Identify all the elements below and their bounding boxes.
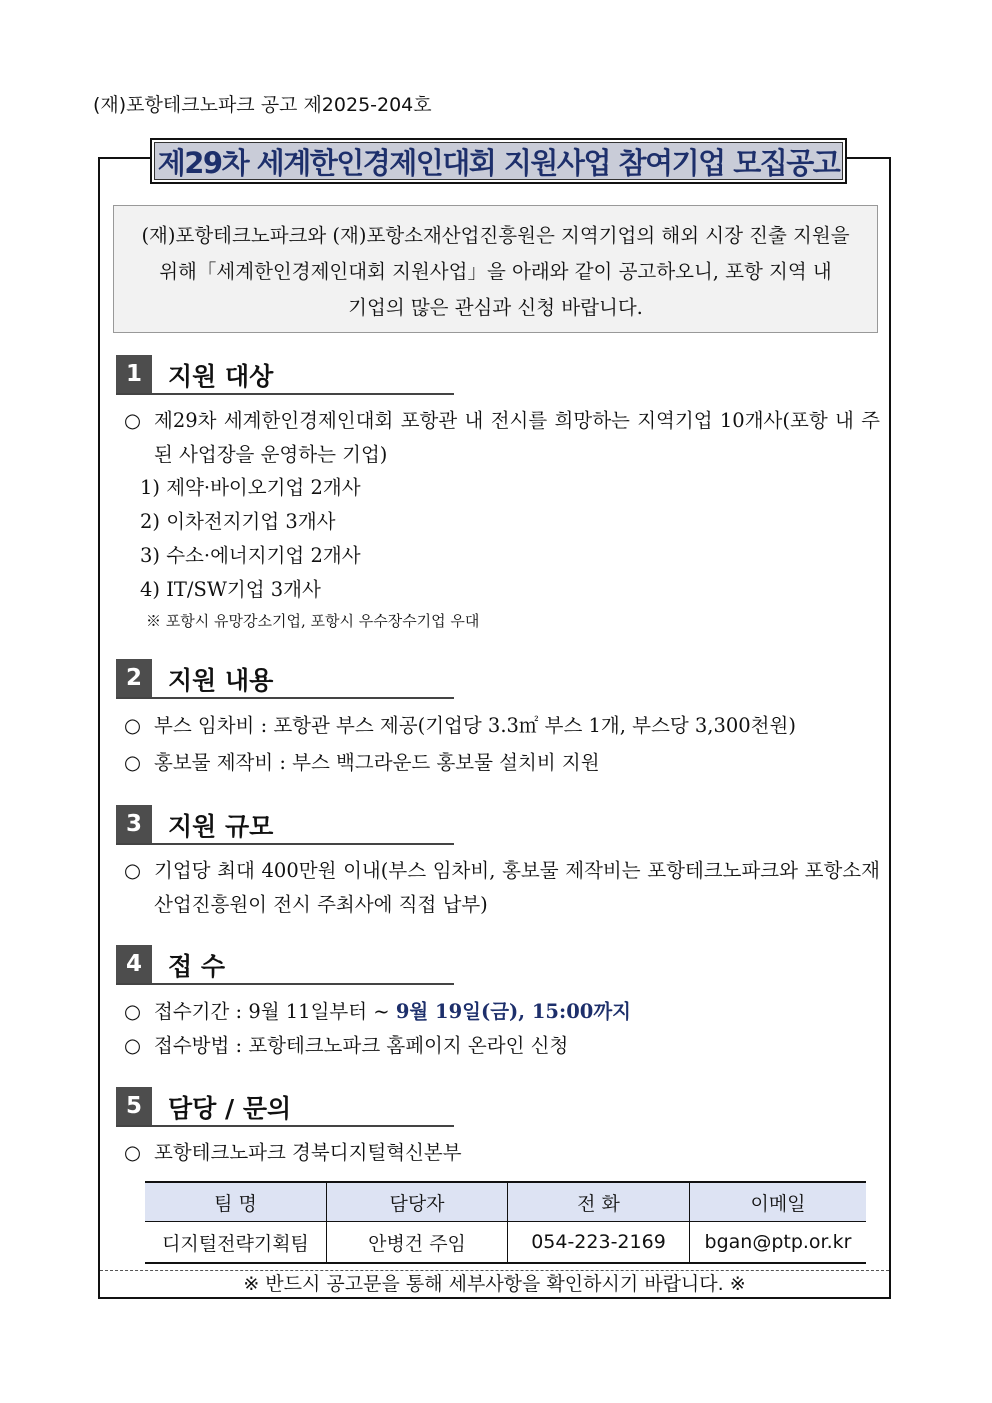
table-row	[145, 1222, 866, 1264]
intro-box	[113, 205, 878, 333]
sub-item: 4) IT/SW기업 3개사	[140, 578, 321, 601]
circle-bullet-icon: ○	[124, 1000, 142, 1023]
section-2-header	[116, 659, 454, 699]
sub-item: 3) 수소·에너지기업 2개사	[140, 544, 361, 567]
booth-rental-item: 부스 임차비 : 포항관 부스 제공(기업당 3.3㎡ 부스 1개, 부스당 3,300천원)	[154, 714, 796, 737]
list-item	[124, 746, 880, 780]
column-header: 전 화	[508, 1182, 690, 1222]
list-item	[124, 404, 880, 472]
section-divider	[116, 1125, 454, 1127]
contact-department: 포항테크노파크 경북디지털혁신본부	[154, 1141, 462, 1164]
section-title: 담당 / 문의	[168, 1094, 292, 1123]
period-prefix: 접수기간 : 9월 11일부터 ~	[154, 1000, 396, 1023]
sub-item: 1) 제약·바이오기업 2개사	[140, 476, 361, 499]
section-5-header	[116, 1087, 454, 1127]
section-title: 지원 대상	[168, 362, 274, 391]
section-1-header	[116, 355, 454, 395]
intro-text: (재)포항테크노파크와 (재)포항소재산업진흥원은 지역기업의 해외 시장 진출 지원을 위해「세계한인경제인대회 지원사업」을 아래와 같이 공고하오니, 포항 지역 내 기업의 많은 관심과 신청 바랍니다.	[141, 224, 850, 319]
notice-number: (재)포항테크노파크 공고 제2025-204호	[93, 94, 432, 116]
circle-bullet-icon: ○	[124, 751, 142, 774]
application-deadline: 9월 19일(금), 15:00까지	[395, 1000, 632, 1023]
list-item	[124, 1136, 880, 1170]
contact-table	[145, 1181, 866, 1264]
notice-title: 제29차 세계한인경제인대회 지원사업 참여기업 모집공고	[154, 142, 843, 180]
circle-bullet-icon: ○	[124, 859, 142, 882]
section-divider	[116, 697, 454, 699]
circle-bullet-icon: ○	[124, 409, 142, 432]
section-4-header	[116, 945, 454, 985]
list-item	[124, 995, 880, 1029]
application-method: 접수방법 : 포항테크노파크 홈페이지 온라인 신청	[154, 1034, 569, 1057]
title-box	[150, 138, 847, 184]
list-item	[124, 1029, 880, 1063]
section-number: 1	[116, 355, 152, 393]
section-divider	[116, 983, 454, 985]
section-number: 2	[116, 659, 152, 697]
phone-cell: 054-223-2169	[508, 1222, 690, 1264]
section-divider	[116, 393, 454, 395]
circle-bullet-icon: ○	[124, 714, 142, 737]
column-header: 이메일	[690, 1182, 867, 1222]
section-3-header	[116, 805, 454, 845]
section-title: 접 수	[168, 952, 226, 981]
section-title: 지원 규모	[168, 812, 274, 841]
manager-cell: 안병건 주임	[327, 1222, 508, 1264]
preference-note: ※ 포항시 유망강소기업, 포항시 우수장수기업 우대	[146, 612, 480, 630]
list-item	[124, 854, 880, 922]
promo-material-item: 홍보물 제작비 : 부스 백그라운드 홍보물 설치비 지원	[154, 751, 600, 774]
circle-bullet-icon: ○	[124, 1034, 142, 1057]
circle-bullet-icon: ○	[124, 1141, 142, 1164]
section-title: 지원 내용	[168, 666, 274, 695]
column-header: 담당자	[327, 1182, 508, 1222]
section-divider	[116, 843, 454, 845]
section-number: 4	[116, 945, 152, 983]
section-number: 5	[116, 1087, 152, 1125]
target-description: 제29차 세계한인경제인대회 포항관 내 전시를 희망하는 지역기업 10개사(포항 내 주된 사업장을 운영하는 기업)	[154, 409, 880, 466]
list-item	[124, 709, 880, 743]
team-name-cell: 디지털전략기획팀	[145, 1222, 327, 1264]
section-number: 3	[116, 805, 152, 843]
footer-note: ※ 반드시 공고문을 통해 세부사항을 확인하시기 바랍니다. ※	[243, 1273, 746, 1295]
support-scale-item: 기업당 최대 400만원 이내(부스 임차비, 홍보물 제작비는 포항테크노파크와 포항소재산업진흥원이 전시 주최사에 직접 납부)	[154, 859, 880, 916]
application-period	[154, 995, 880, 1029]
sub-item: 2) 이차전지기업 3개사	[140, 510, 336, 533]
table-header-row	[145, 1182, 866, 1222]
email-cell: bgan@ptp.or.kr	[690, 1222, 867, 1264]
column-header: 팀 명	[145, 1182, 327, 1222]
